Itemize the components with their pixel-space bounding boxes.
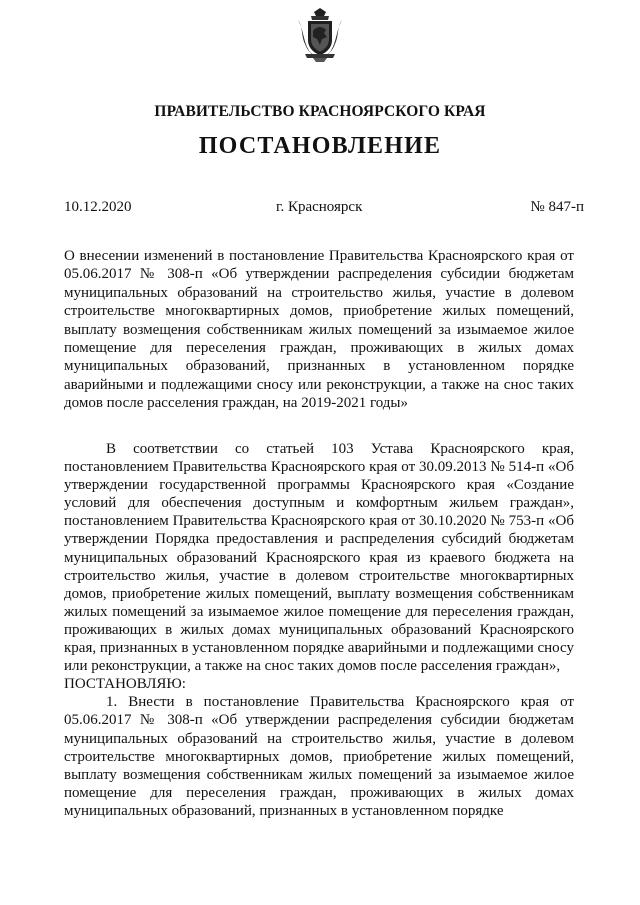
document-date: 10.12.2020 (64, 199, 132, 215)
preamble-paragraph: В соответствии со статьей 103 Устава Красноярского края, постановлением Правительства Красноярского края от 30.09.2013 № 514-п «Об утверждении государственной программы Красноярского края «Создание условий для обеспечения доступным и комфортным жильем граждан», постановлением Правительства Красноярского края от 30.10.2020 № 753-п «Об утверждении Порядка предоставления и распределения субсидий бюджетам муниципальных образований Красноярского края из краевого бюджета на строительство жилья, участие в долевом строительстве многоквартирных домов, приобретение жилых помещений, выплату возмещения собственникам жилых помещений за изымаемое жилое помещение для переселения граждан, проживающих в жилых домах муниципальных образований Красноярского края, признанных в установленном порядке аварийными и подлежащими сносу или реконструкции, а также на снос таких домов после расселения граждан», (64, 441, 574, 675)
document-body (64, 440, 574, 820)
authority-name: ПРАВИТЕЛЬСТВО КРАСНОЯРСКОГО КРАЯ (154, 103, 486, 120)
item-1-paragraph: 1. Внести в постановление Правительства Красноярского края от 05.06.2017 № 308-п «Об утверждении распределения субсидии бюджетам муниципальных образований на строительство жилья, участие в долевом строительстве многоквартирных домов, приобретение жилых помещений, выплату возмещения собственникам жилых помещений за изымаемое жилое помещение для переселения граждан, проживающих в жилых домах муниципальных образований, признанных в установленном порядке (64, 694, 574, 819)
document-subject: О внесении изменений в постановление Правительства Красноярского края от 05.06.2017 № 308-п «Об утверждении распределения субсидии бюджетам муниципальных образований на строительство жилья, участие в долевом строительстве многоквартирных домов, приобретение жилых помещений, выплату возмещения собственникам жилых помещений за изымаемое жилое помещение для переселения граждан, проживающих в жилых домах муниципальных образований, признанных в установленном порядке аварийными и подлежащими сносу или реконструкции, а также на снос таких домов после расселения граждан, на 2019-2021 годы» (64, 248, 574, 412)
coat-of-arms-icon (295, 6, 345, 64)
decree-word: ПОСТАНОВЛЯЮ: (64, 676, 186, 693)
document-type: ПОСТАНОВЛЕНИЕ (198, 133, 442, 159)
document-city: г. Красноярск (276, 199, 363, 215)
document-number: № 847-п (530, 199, 584, 215)
